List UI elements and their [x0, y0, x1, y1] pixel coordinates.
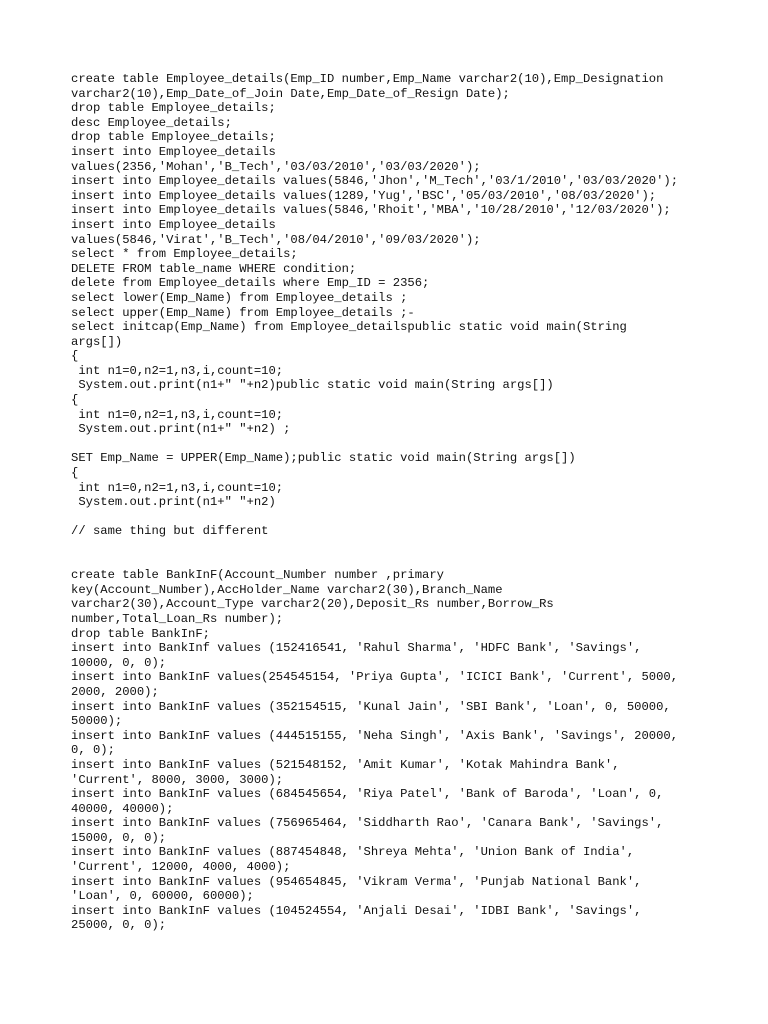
code-line: desc Employee_details; — [71, 115, 232, 130]
code-line: number,Total_Loan_Rs number); — [71, 611, 284, 626]
code-line: int n1=0,n2=1,n3,i,count=10; — [71, 363, 284, 378]
code-line: insert into BankInF values (684545654, 'Riya Patel', 'Bank of Baroda', 'Loan', 0, — [71, 787, 664, 802]
code-line: 10000, 0, 0); — [71, 655, 167, 670]
code-text-block — [71, 72, 711, 948]
blank-line — [71, 539, 711, 554]
code-line: insert into BankInF values (887454848, 'Shreya Mehta', 'Union Bank of India', — [71, 845, 635, 860]
code-line: create table Employee_details(Emp_ID number,Emp_Name varchar2(10),Emp_Designation — [71, 72, 664, 86]
code-line: drop table Employee_details; — [71, 101, 276, 116]
blank-line — [71, 437, 711, 452]
code-line: select * from Employee_details; — [71, 247, 298, 262]
code-line: 40000, 40000); — [71, 801, 174, 816]
code-line: 0, 0); — [71, 743, 115, 758]
code-line: varchar2(30),Account_Type varchar2(20),Deposit_Rs number,Borrow_Rs — [71, 597, 554, 612]
code-line: drop table Employee_details; — [71, 130, 276, 145]
code-line: insert into BankInF values (352154515, 'Kunal Jain', 'SBI Bank', 'Loan', 0, 50000, — [71, 699, 671, 714]
code-line: System.out.print(n1+" "+n2) — [71, 495, 276, 510]
code-line: 25000, 0, 0); — [71, 918, 167, 933]
code-line: // same thing but different — [71, 524, 269, 539]
code-line: int n1=0,n2=1,n3,i,count=10; — [71, 407, 284, 422]
code-line: { — [71, 393, 79, 408]
code-line: delete from Employee_details where Emp_ID = 2356; — [71, 276, 430, 291]
code-line: select lower(Emp_Name) from Employee_details ; — [71, 290, 408, 305]
code-line: insert into Employee_details values(5846,'Jhon','M_Tech','03/1/2010','03/03/2020'); — [71, 174, 679, 189]
code-line: insert into BankInF values (521548152, 'Amit Kumar', 'Kotak Mahindra Bank', — [71, 757, 620, 772]
code-line: int n1=0,n2=1,n3,i,count=10; — [71, 480, 284, 495]
code-line: { — [71, 349, 79, 364]
code-line: insert into BankInF values (104524554, 'Anjali Desai', 'IDBI Bank', 'Savings', — [71, 903, 642, 918]
code-line: insert into BankInF values(254545154, 'Priya Gupta', 'ICICI Bank', 'Current', 5000, — [71, 670, 679, 685]
code-line: insert into Employee_details — [71, 217, 276, 232]
blank-line — [71, 510, 711, 525]
code-line: args[]) — [71, 334, 123, 349]
code-line: insert into BankInf values (152416541, 'Rahul Sharma', 'HDFC Bank', 'Savings', — [71, 641, 642, 656]
code-line: insert into Employee_details values(5846,'Rhoit','MBA','10/28/2010','12/03/2020'); — [71, 203, 671, 218]
blank-line — [71, 554, 711, 569]
code-line: varchar2(10),Emp_Date_of_Join Date,Emp_Date_of_Resign Date); — [71, 86, 510, 101]
code-line: 50000); — [71, 714, 123, 729]
code-line: select initcap(Emp_Name) from Employee_detailspublic static void main(String — [71, 320, 627, 335]
code-line: select upper(Emp_Name) from Employee_details ;- — [71, 305, 415, 320]
code-line: insert into Employee_details values(1289,'Yug','BSC','05/03/2010','08/03/2020'); — [71, 188, 657, 203]
code-line: System.out.print(n1+" "+n2)public static void main(String args[]) — [71, 378, 554, 393]
code-line: 'Current', 12000, 4000, 4000); — [71, 860, 291, 875]
code-line: drop table BankInF; — [71, 626, 210, 641]
code-line: 'Current', 8000, 3000, 3000); — [71, 772, 284, 787]
code-line: SET Emp_Name = UPPER(Emp_Name);public static void main(String args[]) — [71, 451, 576, 466]
code-line: DELETE FROM table_name WHERE condition; — [71, 261, 357, 276]
code-line: create table BankInF(Account_Number number ,primary — [71, 568, 444, 583]
code-line: { — [71, 466, 79, 481]
code-line: 'Loan', 0, 60000, 60000); — [71, 889, 254, 904]
code-line: 15000, 0, 0); — [71, 830, 167, 845]
code-line: insert into BankInF values (444515155, 'Neha Singh', 'Axis Bank', 'Savings', 20000, — [71, 728, 679, 743]
code-line: values(5846,'Virat','B_Tech','08/04/2010','09/03/2020'); — [71, 232, 481, 247]
code-line: insert into Employee_details — [71, 144, 276, 159]
code-line: values(2356,'Mohan','B_Tech','03/03/2010','03/03/2020'); — [71, 159, 481, 174]
code-line: 2000, 2000); — [71, 684, 159, 699]
code-line: System.out.print(n1+" "+n2) ; — [71, 422, 291, 437]
code-line: key(Account_Number),AccHolder_Name varchar2(30),Branch_Name — [71, 582, 503, 597]
code-line: insert into BankInF values (756965464, 'Siddharth Rao', 'Canara Bank', 'Savings', — [71, 816, 664, 831]
code-line — [71, 933, 711, 948]
code-line: insert into BankInF values (954654845, 'Vikram Verma', 'Punjab National Bank', — [71, 874, 642, 889]
